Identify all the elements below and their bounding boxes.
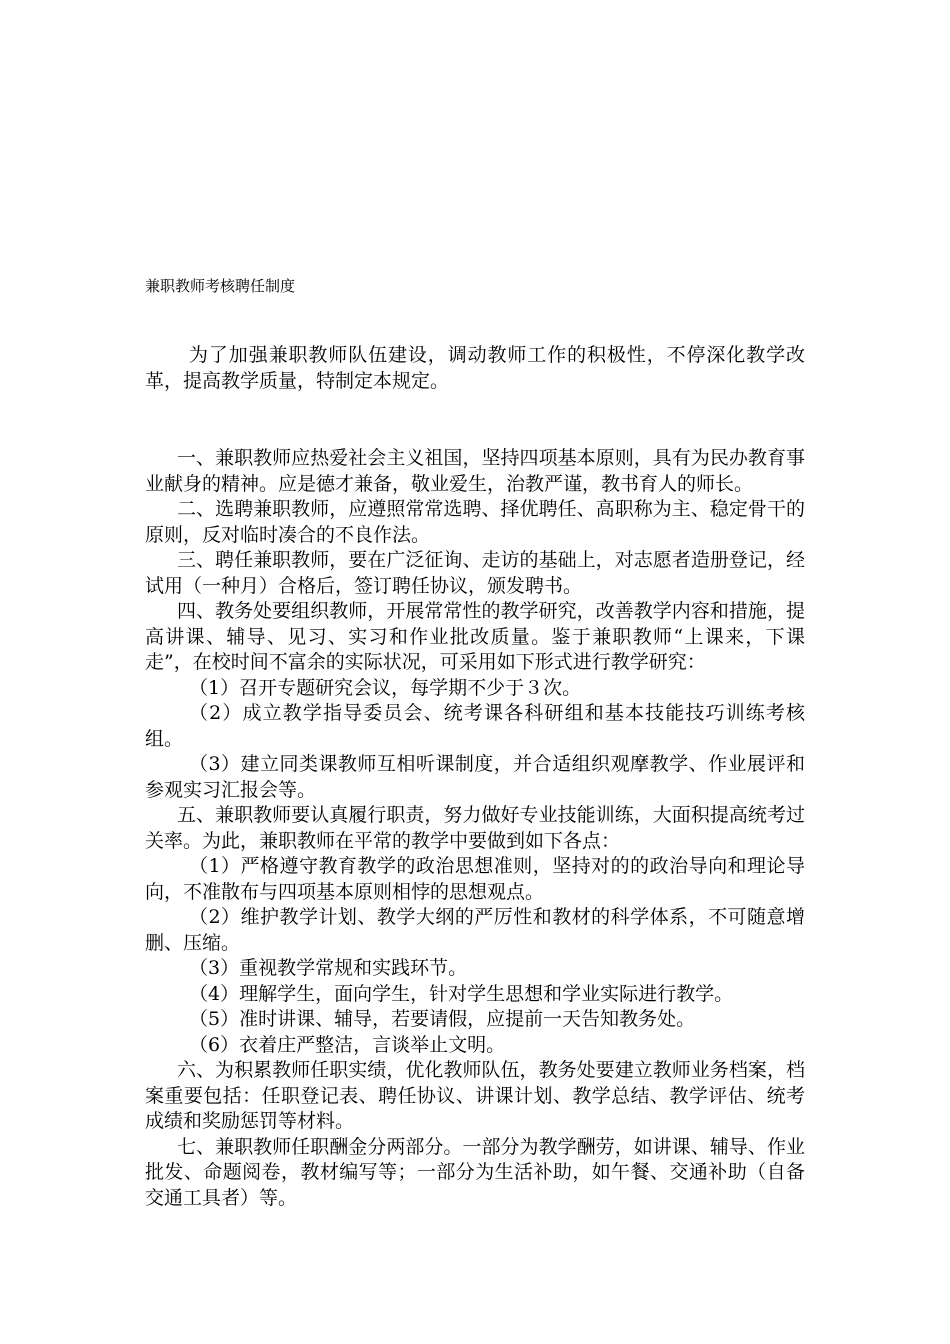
- sub-item: （2）成立教学指导委员会、统考课各科研组和基本技能技巧训练考核组。: [145, 702, 805, 750]
- sub-item: （3）建立同类课教师互相听课制度，并合适组织观摩教学、作业展评和参观实习汇报会等。: [145, 753, 805, 801]
- sub-item: （6）衣着庄严整洁，言谈举止文明。: [189, 1033, 506, 1056]
- paragraph-list: [145, 446, 805, 1211]
- clause-paragraph: 四、教务处要组织教师，开展常常性的教学研究，改善教学内容和措施，提高讲课、辅导、见习、实习和作业批改质量。鉴于兼职教师“上课来，下课走”，在校时间不富余的实际状况，可采用如下形式进行教学研究：: [145, 600, 805, 673]
- document-title: 兼职教师考核聘任制度: [145, 277, 296, 295]
- clause-paragraph: 三、聘任兼职教师，要在广泛征询、走访的基础上，对志愿者造册登记，经试用（一种月）合格后，签订聘任协议，颁发聘书。: [145, 549, 805, 597]
- sub-item: （4）理解学生，面向学生，针对学生思想和学业实际进行教学。: [189, 982, 734, 1005]
- sub-item: （1）召开专题研究会议，每学期不少于３次。: [189, 676, 582, 699]
- clause-paragraph: 七、兼职教师任职酬金分两部分。一部分为教学酬劳，如讲课、辅导、作业批发、命题阅卷，教材编写等；一部分为生活补助，如午餐、交通补助（自备交通工具者）等。: [145, 1135, 805, 1209]
- clause-paragraph: 二、选聘兼职教师，应遵照常常选聘、择优聘任、高职称为主、稳定骨干的原则，反对临时凑合的不良作法。: [145, 498, 805, 546]
- sub-item: （2）维护教学计划、教学大纲的严厉性和教材的科学体系，不可随意增删、压缩。: [145, 906, 805, 954]
- paragraph-gap: [145, 394, 805, 446]
- sub-item: （5）准时讲课、辅导，若要请假，应提前一天告知教务处。: [189, 1008, 696, 1030]
- sub-item: （1）严格遵守教育教学的政治思想准则，坚持对的的政治导向和理论导向，不准散布与四项基本原则相悖的思想观点。: [145, 855, 805, 903]
- clause-paragraph: 一、兼职教师应热爱社会主义祖国，坚持四项基本原则，具有为民办教育事业献身的精神。应是德才兼备，敬业爱生，治教严谨，教书育人的师长。: [145, 447, 805, 495]
- clause-paragraph: 五、兼职教师要认真履行职责，努力做好专业技能训练，大面积提高统考过关率。为此，兼职教师在平常的教学中要做到如下各点：: [145, 804, 805, 852]
- intro-paragraph: 为了加强兼职教师队伍建设，调动教师工作的积极性，不停深化教学改革，提高教学质量，特制定本规定。: [145, 344, 805, 392]
- clause-paragraph: 六、为积累教师任职实绩，优化教师队伍，教务处要建立教师业务档案，档案重要包括：任职登记表、聘任协议、讲课计划、教学总结、教学评估、统考成绩和奖励惩罚等材料。: [145, 1059, 805, 1132]
- sub-item: （3）重视教学常规和实践环节。: [189, 957, 468, 979]
- document-body: [145, 343, 805, 1211]
